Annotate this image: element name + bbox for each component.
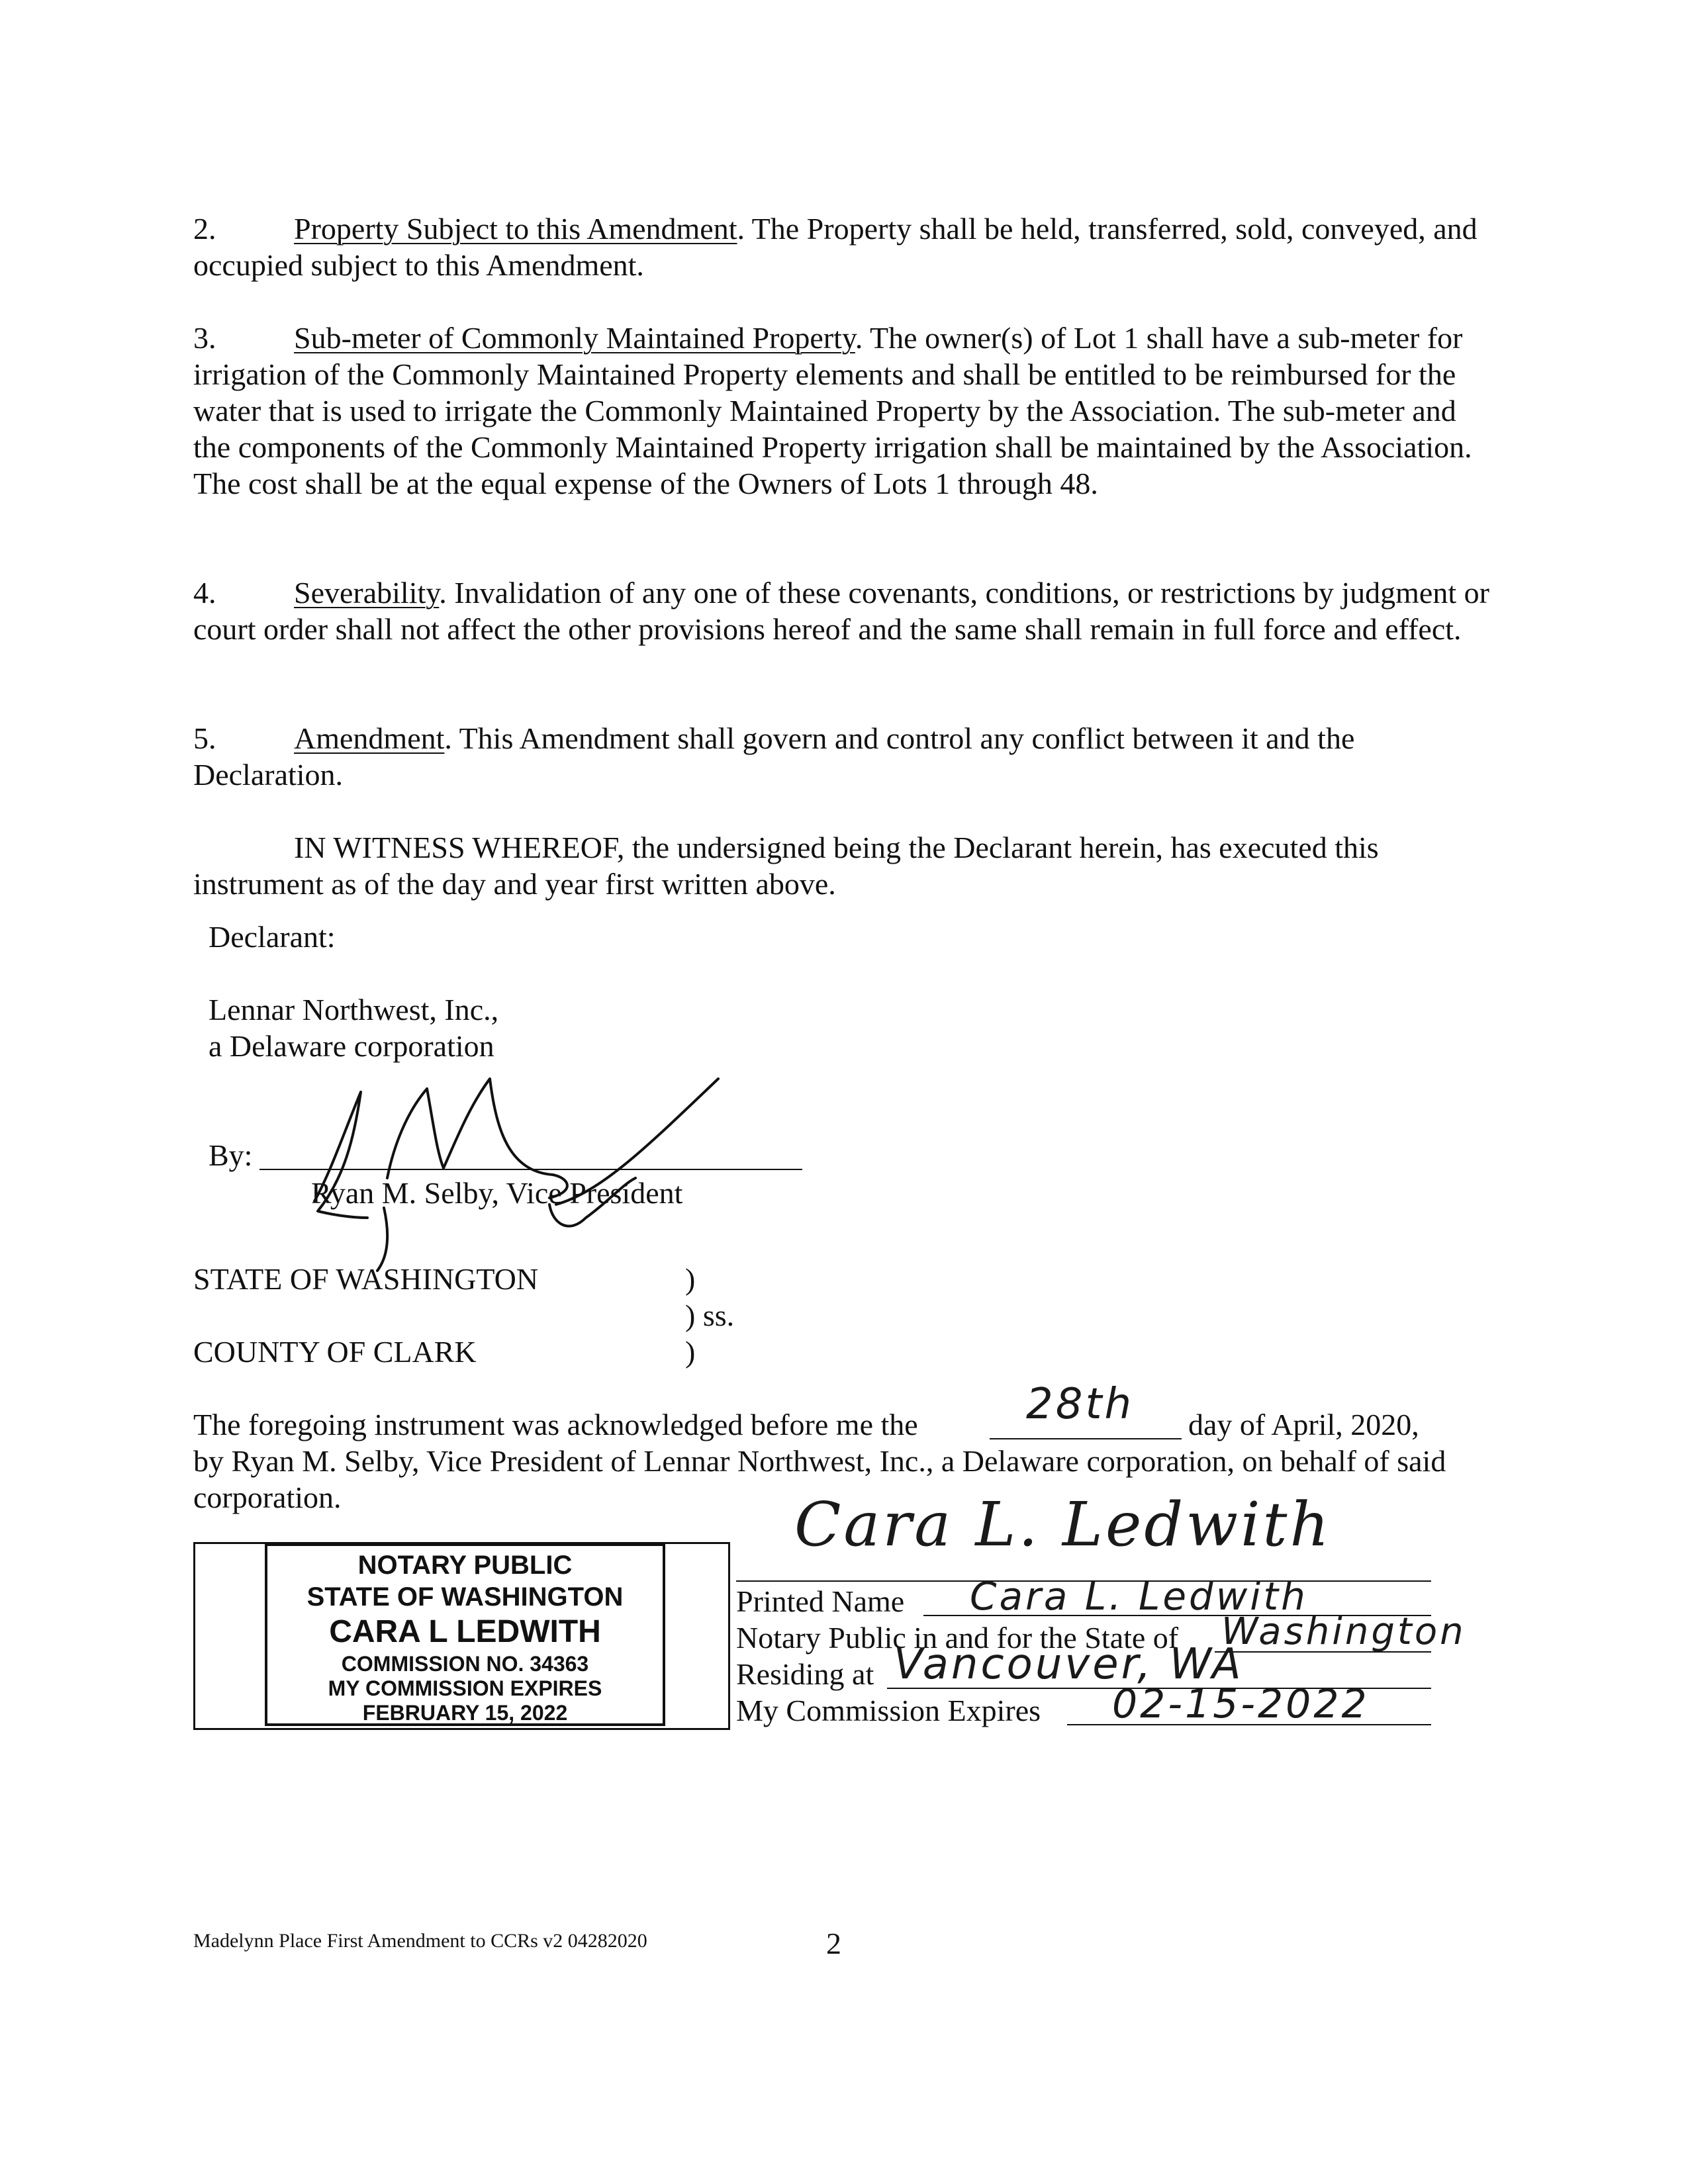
state-line: STATE OF WASHINGTON (193, 1262, 539, 1296)
section-5 (193, 720, 1491, 793)
printed-name-value: Cara L. Ledwith (970, 1574, 1308, 1619)
section-text: . Invalidation of any one of these covenants, conditions, or restrictions by judgment or court order shall not affect the other provisions hereof and the same shall remain in full force and effect. (193, 576, 1489, 646)
section-text: . This Amendment shall govern and control any conflict between it and the Declaration. (193, 721, 1355, 792)
residing-value: Vancouver, WA (894, 1640, 1244, 1689)
expires-value: 02-15-2022 (1112, 1681, 1370, 1727)
company-type: a Delaware corporation (209, 1029, 494, 1063)
ack-end: day of April, 2020, (1188, 1408, 1419, 1441)
section-2 (193, 210, 1491, 283)
signer-name: Ryan M. Selby, Vice President (311, 1176, 683, 1210)
page-number: 2 (826, 1927, 841, 1960)
state-value: Washington (1221, 1610, 1466, 1653)
section-number: 4. (193, 576, 216, 610)
paren-top: ) (685, 1262, 696, 1296)
declarant-label: Declarant: (209, 920, 336, 954)
paren-bottom: ) (685, 1335, 696, 1369)
printed-name-label: Printed Name (736, 1584, 905, 1618)
ack-rest: by Ryan M. Selby, Vice President of Lennar Northwest, Inc., a Delaware corporation, on behalf of said corporation. (193, 1444, 1446, 1514)
section-title: Amendment (294, 721, 445, 755)
stamp-line-5: MY COMMISSION EXPIRES (328, 1676, 602, 1700)
ack-start: The foregoing instrument was acknowledged before me the (193, 1408, 918, 1441)
by-label: By: (209, 1138, 253, 1172)
county-line: COUNTY OF CLARK (193, 1335, 477, 1369)
stamp-line-2: STATE OF WASHINGTON (306, 1582, 624, 1612)
notary-signature: Cara L. Ledwith (794, 1489, 1332, 1560)
ss-label: ) ss. (685, 1298, 735, 1332)
expires-label: My Commission Expires (736, 1694, 1041, 1727)
section-title: Severability (294, 576, 440, 610)
stamp-line-1: NOTARY PUBLIC (357, 1551, 573, 1580)
witness-clause: IN WITNESS WHEREOF, the undersigned being the Declarant herein, has executed this instrument as of the day and year first written above. (193, 831, 1379, 901)
ack-day: 28th (1026, 1380, 1135, 1429)
section-4 (193, 574, 1491, 647)
stamp-line-3: CARA L LEDWITH (329, 1614, 601, 1649)
stamp-line-6: FEBRUARY 15, 2022 (362, 1701, 568, 1725)
state-label: Notary Public in and for the State of (736, 1621, 1179, 1655)
section-number: 2. (193, 212, 216, 246)
section-title: Property Subject to this Amendment (294, 212, 737, 246)
section-number: 3. (193, 321, 216, 355)
document-footer: Madelynn Place First Amendment to CCRs v2 04282020 (193, 1930, 647, 1952)
section-number: 5. (193, 721, 216, 755)
section-text: . The owner(s) of Lot 1 shall have a sub-meter for irrigation of the Commonly Maintained Property elements and shall be entitled to be reimbursed for the water that is used to irrigate the Commonly Maintained Property by the Association. The sub-meter and the components of the Commonly Maintained Property irrigation shall be maintained by the Association. The cost shall be at the equal expense of the Owners of Lots 1 through 48. (193, 321, 1472, 500)
stamp-line-4: COMMISSION NO. 34363 (341, 1652, 589, 1676)
ack-day-line (990, 1438, 1182, 1439)
section-text: . The Property shall be held, transferred, sold, conveyed, and occupied subject to this Amendment. (193, 212, 1477, 282)
section-3 (193, 320, 1491, 502)
residing-label: Residing at (736, 1657, 874, 1691)
section-title: Sub-meter of Commonly Maintained Property (294, 321, 855, 355)
declarant-signature (291, 1052, 768, 1271)
company-name: Lennar Northwest, Inc., (209, 993, 499, 1026)
